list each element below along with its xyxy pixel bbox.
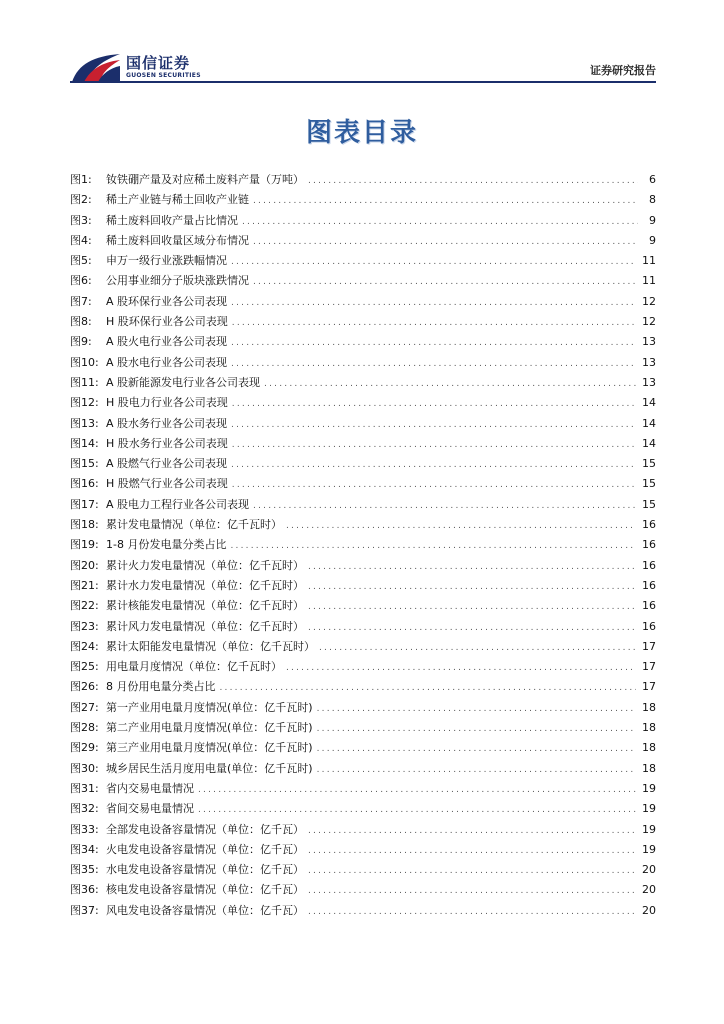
toc-dot-leader <box>232 475 636 495</box>
toc-figure-title: 火电发电设备容量情况（单位：亿千瓦） <box>106 842 304 856</box>
toc-entry[interactable] <box>70 677 656 697</box>
toc-figure-number: 图3: <box>70 213 92 227</box>
toc-entry[interactable] <box>70 312 656 332</box>
toc-entry[interactable] <box>70 211 656 231</box>
toc-figure-title: A 股环保行业各公司表现 <box>106 294 228 308</box>
toc-entry[interactable] <box>70 657 656 677</box>
toc-figure-title: 累计风力发电量情况（单位：亿千瓦时） <box>106 619 304 633</box>
toc-dot-leader <box>308 557 636 577</box>
toc-figure-title: 累计火力发电量情况（单位：亿千瓦时） <box>106 558 304 572</box>
toc-figure-number: 图9: <box>70 335 92 349</box>
toc-dot-leader <box>317 719 636 739</box>
toc-entry[interactable] <box>70 515 656 535</box>
toc-figure-number: 图33: <box>70 822 99 836</box>
toc-figure-number: 图35: <box>70 863 99 877</box>
toc-figure-title: A 股燃气行业各公司表现 <box>106 457 228 471</box>
page-title: 图表目录 <box>305 118 418 148</box>
toc-page-number: 16 <box>642 518 656 532</box>
toc-page-number: 13 <box>642 375 656 389</box>
toc-figure-title: A 股电力工程行业各公司表现 <box>106 497 250 511</box>
toc-dot-leader <box>253 496 636 516</box>
toc-figure-title: 第三产业用电量月度情况(单位：亿千瓦时) <box>106 741 313 755</box>
toc-figure-title: 稀土废料回收产量占比情况 <box>106 213 238 227</box>
toc-dot-leader <box>308 577 636 597</box>
toc-page-number: 15 <box>642 457 656 471</box>
toc-page-number: 16 <box>642 599 656 613</box>
toc-entry[interactable] <box>70 271 656 291</box>
toc-page-number: 18 <box>642 761 656 775</box>
toc-figure-number: 图37: <box>70 903 99 917</box>
toc-entry[interactable] <box>70 190 656 210</box>
toc-entry[interactable] <box>70 880 656 900</box>
toc-dot-leader <box>231 293 636 313</box>
toc-entry[interactable] <box>70 799 656 819</box>
toc-page-number: 9 <box>649 233 656 247</box>
brand-name-cn: 国信证券 <box>126 54 191 72</box>
toc-figure-number: 图7: <box>70 294 92 308</box>
toc-figure-number: 图10: <box>70 355 99 369</box>
toc-page-number: 16 <box>642 538 656 552</box>
toc-entry[interactable] <box>70 698 656 718</box>
toc-dot-leader <box>253 191 638 211</box>
toc-figure-title: 稀土产业链与稀土回收产业链 <box>106 193 249 207</box>
toc-dot-leader <box>308 861 636 881</box>
toc-entry[interactable] <box>70 474 656 494</box>
toc-figure-number: 图11: <box>70 375 99 389</box>
toc-entry[interactable] <box>70 170 656 190</box>
toc-figure-number: 图14: <box>70 436 99 450</box>
toc-entry[interactable] <box>70 576 656 596</box>
toc-dot-leader <box>231 354 636 374</box>
toc-figure-number: 图26: <box>70 680 99 694</box>
toc-figure-title: H 股环保行业各公司表现 <box>106 315 228 329</box>
toc-figure-title: 8 月份用电量分类占比 <box>106 680 216 694</box>
toc-entry[interactable] <box>70 454 656 474</box>
toc-page-number: 11 <box>642 274 656 288</box>
toc-figure-title: 累计水力发电量情况（单位：亿千瓦时） <box>106 578 304 592</box>
toc-entry[interactable] <box>70 535 656 555</box>
toc-dot-leader <box>231 415 636 435</box>
toc-dot-leader <box>230 536 636 556</box>
toc-page-number: 20 <box>642 863 656 877</box>
toc-figure-title: A 股新能源发电行业各公司表现 <box>106 375 261 389</box>
toc-figure-title: A 股火电行业各公司表现 <box>106 335 228 349</box>
toc-entry[interactable] <box>70 393 656 413</box>
toc-figure-number: 图23: <box>70 619 99 633</box>
toc-page-number: 19 <box>642 822 656 836</box>
toc-figure-title: 全部发电设备容量情况（单位：亿千瓦） <box>106 822 304 836</box>
toc-dot-leader <box>198 800 636 820</box>
toc-page-number: 16 <box>642 578 656 592</box>
toc-figure-title: 用电量月度情况（单位：亿千瓦时） <box>106 660 282 674</box>
header-divider <box>70 81 656 83</box>
toc-figure-number: 图16: <box>70 477 99 491</box>
toc-figure-number: 图15: <box>70 457 99 471</box>
toc-page-number: 9 <box>649 213 656 227</box>
toc-entry[interactable] <box>70 353 656 373</box>
toc-figure-number: 图20: <box>70 558 99 572</box>
toc-page-number: 18 <box>642 700 656 714</box>
toc-dot-leader <box>317 699 636 719</box>
report-type-label: 证券研究报告 <box>590 64 656 77</box>
toc-page-number: 12 <box>642 315 656 329</box>
toc-figure-number: 图18: <box>70 518 99 532</box>
toc-figure-number: 图5: <box>70 254 92 268</box>
toc-entry[interactable] <box>70 617 656 637</box>
toc-figure-title: H 股燃气行业各公司表现 <box>106 477 228 491</box>
toc-figure-title: 城乡居民生活月度用电量(单位：亿千瓦时) <box>106 761 313 775</box>
toc-dot-leader <box>232 394 636 414</box>
toc-dot-leader <box>308 821 636 841</box>
toc-entry[interactable] <box>70 251 656 271</box>
toc-dot-leader <box>253 232 638 252</box>
toc-figure-number: 图4: <box>70 233 92 247</box>
toc-entry[interactable] <box>70 596 656 616</box>
toc-dot-leader <box>308 618 636 638</box>
toc-entry[interactable] <box>70 820 656 840</box>
toc-dot-leader <box>319 638 636 658</box>
toc-figure-number: 图32: <box>70 802 99 816</box>
toc-figure-number: 图36: <box>70 883 99 897</box>
toc-entry[interactable] <box>70 901 656 921</box>
toc-page-number: 19 <box>642 781 656 795</box>
toc-page-number: 13 <box>642 355 656 369</box>
toc-figure-title: 省内交易电量情况 <box>106 781 194 795</box>
toc-dot-leader <box>232 313 636 333</box>
toc-page-number: 17 <box>642 660 656 674</box>
toc-entry[interactable] <box>70 434 656 454</box>
toc-figure-number: 图17: <box>70 497 99 511</box>
toc-entry[interactable] <box>70 637 656 657</box>
toc-figure-title: 第一产业用电量月度情况(单位：亿千瓦时) <box>106 700 313 714</box>
toc-figure-number: 图2: <box>70 193 92 207</box>
figure-toc-list <box>70 170 656 921</box>
guosen-logo-mark <box>70 52 122 84</box>
toc-figure-number: 图31: <box>70 781 99 795</box>
toc-figure-number: 图21: <box>70 578 99 592</box>
toc-page-number: 18 <box>642 721 656 735</box>
toc-figure-number: 图34: <box>70 842 99 856</box>
toc-figure-title: 申万一级行业涨跌幅情况 <box>106 254 227 268</box>
toc-figure-title: 公用事业细分子版块涨跌情况 <box>106 274 249 288</box>
toc-figure-number: 图25: <box>70 660 99 674</box>
toc-dot-leader <box>286 516 636 536</box>
toc-figure-number: 图30: <box>70 761 99 775</box>
toc-entry[interactable] <box>70 860 656 880</box>
brand-name-en: GUOSEN SECURITIES <box>126 72 201 79</box>
toc-dot-leader <box>308 881 636 901</box>
toc-page-number: 6 <box>649 173 656 186</box>
toc-figure-number: 图29: <box>70 741 99 755</box>
toc-entry[interactable] <box>70 738 656 758</box>
toc-page-number: 18 <box>642 741 656 755</box>
toc-dot-leader <box>308 841 636 861</box>
toc-dot-leader <box>286 658 636 678</box>
toc-dot-leader <box>231 252 636 272</box>
toc-figure-number: 图24: <box>70 639 99 653</box>
toc-figure-title: 核电发电设备容量情况（单位：亿千瓦） <box>106 883 304 897</box>
toc-dot-leader <box>308 902 636 922</box>
toc-entry[interactable] <box>70 718 656 738</box>
toc-page-number: 19 <box>642 842 656 856</box>
toc-figure-number: 图19: <box>70 538 99 552</box>
toc-entry[interactable] <box>70 779 656 799</box>
toc-page-number: 14 <box>642 436 656 450</box>
toc-entry[interactable] <box>70 840 656 860</box>
toc-page-number: 13 <box>642 335 656 349</box>
toc-page-number: 20 <box>642 903 656 917</box>
toc-dot-leader <box>242 212 638 232</box>
toc-dot-leader <box>317 739 636 759</box>
toc-dot-leader <box>308 597 636 617</box>
toc-figure-number: 图27: <box>70 700 99 714</box>
toc-figure-title: A 股水务行业各公司表现 <box>106 416 228 430</box>
toc-entry[interactable] <box>70 759 656 779</box>
toc-entry[interactable] <box>70 231 656 251</box>
toc-figure-title: 钕铁硼产量及对应稀土废料产量（万吨） <box>106 173 304 186</box>
toc-figure-number: 图8: <box>70 315 92 329</box>
toc-figure-title: 省间交易电量情况 <box>106 802 194 816</box>
toc-figure-number: 图6: <box>70 274 92 288</box>
toc-page-number: 14 <box>642 396 656 410</box>
toc-page-number: 14 <box>642 416 656 430</box>
toc-figure-title: 累计发电量情况（单位：亿千瓦时） <box>106 518 282 532</box>
toc-entry[interactable] <box>70 414 656 434</box>
toc-entry[interactable] <box>70 373 656 393</box>
toc-page-number: 17 <box>642 680 656 694</box>
toc-dot-leader <box>308 171 638 191</box>
toc-page-number: 12 <box>642 294 656 308</box>
toc-dot-leader <box>198 780 636 800</box>
toc-figure-number: 图28: <box>70 721 99 735</box>
toc-page-number: 15 <box>642 497 656 511</box>
toc-page-number: 17 <box>642 639 656 653</box>
toc-dot-leader <box>317 760 636 780</box>
toc-figure-title: 稀土废料回收量区域分布情况 <box>106 233 249 247</box>
toc-dot-leader <box>220 678 637 698</box>
toc-entry[interactable] <box>70 292 656 312</box>
toc-figure-title: 累计核能发电量情况（单位：亿千瓦时） <box>106 599 304 613</box>
toc-figure-title: H 股电力行业各公司表现 <box>106 396 228 410</box>
toc-page-number: 16 <box>642 619 656 633</box>
toc-entry[interactable] <box>70 556 656 576</box>
toc-page-number: 19 <box>642 802 656 816</box>
toc-figure-title: H 股水务行业各公司表现 <box>106 436 228 450</box>
toc-dot-leader <box>253 272 636 292</box>
toc-dot-leader <box>231 333 636 353</box>
toc-page-number: 20 <box>642 883 656 897</box>
toc-figure-number: 图22: <box>70 599 99 613</box>
toc-figure-title: 水电发电设备容量情况（单位：亿千瓦） <box>106 863 304 877</box>
toc-figure-number: 图13: <box>70 416 99 430</box>
toc-figure-title: 累计太阳能发电量情况（单位：亿千瓦时） <box>106 639 315 653</box>
toc-dot-leader <box>232 435 636 455</box>
toc-dot-leader <box>264 374 636 394</box>
toc-figure-number: 图1: <box>70 173 92 186</box>
toc-page-number: 8 <box>649 193 656 207</box>
toc-figure-title: A 股水电行业各公司表现 <box>106 355 228 369</box>
toc-figure-number: 图12: <box>70 396 99 410</box>
toc-figure-title: 第二产业用电量月度情况(单位：亿千瓦时) <box>106 721 313 735</box>
toc-entry[interactable] <box>70 495 656 515</box>
toc-entry[interactable] <box>70 332 656 352</box>
toc-page-number: 15 <box>642 477 656 491</box>
toc-page-number: 16 <box>642 558 656 572</box>
toc-figure-title: 风电发电设备容量情况（单位：亿千瓦） <box>106 903 304 917</box>
toc-page-number: 11 <box>642 254 656 268</box>
toc-figure-title: 1-8 月份发电量分类占比 <box>106 538 227 552</box>
page-header <box>0 0 724 92</box>
toc-dot-leader <box>231 455 636 475</box>
